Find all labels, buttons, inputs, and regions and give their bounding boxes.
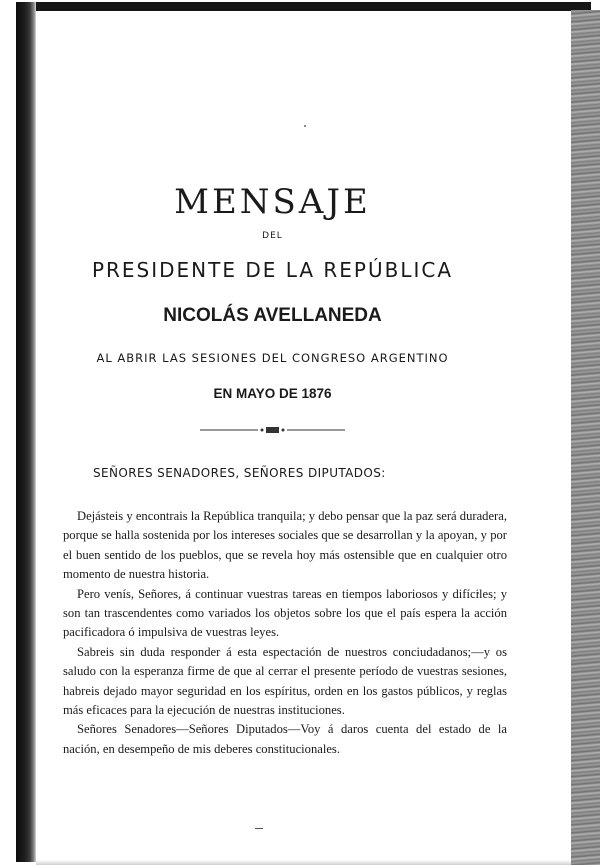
body-text [63,507,507,759]
scan-bottom-edge [36,858,571,865]
ornament-divider [200,425,345,435]
document-connector: DEL [262,231,283,241]
document-title: PRESIDENTE DE LA REPÚBLICA [91,258,454,282]
salutation: SEÑORES SENADORES, SEÑORES DIPUTADOS: [93,466,386,480]
paragraph-3: Sabreis sin duda responder á esta espectación de nuestros conciudadanos;—y os saludo con la esperanza firme de que al cerrar el presente período de vuestras sesiones, habreis dejado mayor seguridad en los espíritus, orden en los gastos públicos, y reglas más eficaces para la ejecución de nuestras instituciones. [63,644,507,718]
document-heading: MENSAJE [174,182,371,222]
document-date: EN MAYO DE 1876 [213,386,332,401]
document-page [40,12,570,857]
paragraph-2: Pero venís, Señores, á continuar vuestras tareas en tiempos laboriosos y difíciles; y son tan trascendentes como variados los objetos sobre los que el país espera la acción pacificadora ó impulsiva de vuestras leyes. [63,586,507,640]
page-mark [255,828,263,829]
scan-right-edge [571,10,600,865]
paragraph-4: Señores Senadores—Señores Diputados—Voy á daros cuenta del estado de la nación, en desempeño de mis deberes constitucionales. [63,722,507,756]
document-occasion: AL ABRIR LAS SESIONES DEL CONGRESO ARGENTINO [96,351,449,365]
president-name: NICOLÁS AVELLANEDA [163,305,382,326]
scan-top-edge [16,2,591,11]
scan-speck [304,125,306,127]
paragraph-1: Dejásteis y encontrais la República tranquila; y debo pensar que la paz será duradera, porque se halla sostenida por los intereses sociales que se desarrollan y la apoyan, y por el buen sentido de los pueblos, que se revela hoy más ostensible que en cualquier otro momento de nuestra historia. [63,509,507,582]
scan-left-edge [16,2,36,862]
